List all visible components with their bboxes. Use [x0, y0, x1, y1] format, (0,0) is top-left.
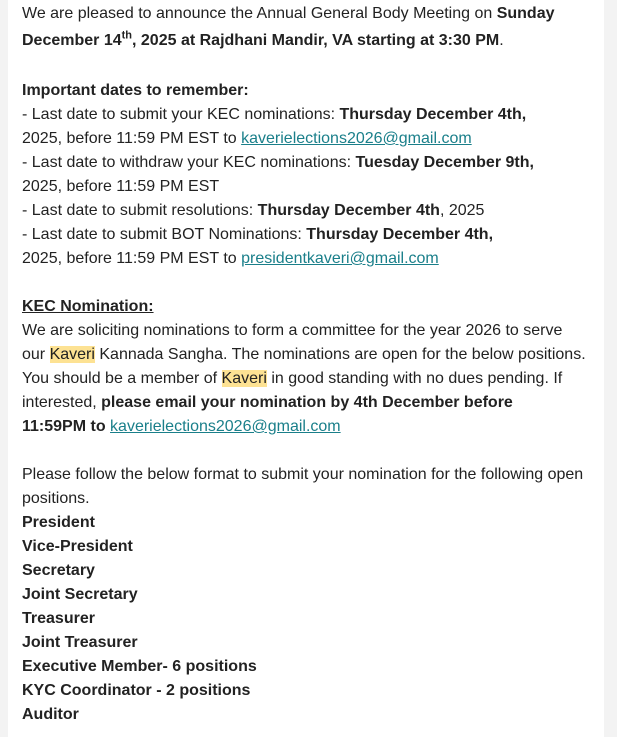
position-item: Treasurer — [22, 610, 95, 627]
nomination-para-3: You should be a member of Kaveri in good standing with no dues pending. If — [22, 370, 563, 387]
position-item: President — [22, 514, 95, 531]
president-email-link[interactable]: presidentkaveri@gmail.com — [241, 250, 439, 267]
kec-nomination-heading: KEC Nomination: — [22, 298, 154, 315]
nomination-para-1: We are soliciting nominations to form a committee for the year 2026 to serve — [22, 322, 563, 339]
intro-line-2: December 14th, 2025 at Rajdhani Mandir, VA starting at 3:30 PM. — [22, 29, 504, 49]
position-item: Auditor — [22, 706, 79, 723]
position-item: Joint Secretary — [22, 586, 138, 603]
spacer — [22, 55, 597, 79]
kec-submit-line: - Last date to submit your KEC nominations: Thursday December 4th, — [22, 106, 527, 123]
kec-submit-line-2: 2025, before 11:59 PM EST to kaverielections2026@gmail.com — [22, 130, 472, 147]
positions-list — [22, 511, 597, 727]
intro-date-day: Sunday — [496, 5, 555, 22]
spacer — [22, 439, 597, 463]
bot-line-2: 2025, before 11:59 PM EST to presidentkaveri@gmail.com — [22, 250, 439, 267]
position-item: KYC Coordinator - 2 positions — [22, 682, 251, 699]
kec-withdraw-line-2: 2025, before 11:59 PM EST — [22, 178, 220, 195]
nomination-para-5: 11:59PM to kaverielections2026@gmail.com — [22, 418, 341, 435]
email-content — [22, 2, 597, 727]
kec-email-link[interactable]: kaverielections2026@gmail.com — [241, 130, 472, 147]
intro-line-1: We are pleased to announce the Annual General Body Meeting on Sunday — [22, 5, 555, 22]
nomination-para-4: interested, please email your nomination by 4th December before — [22, 394, 513, 411]
format-line-2: positions. — [22, 490, 90, 507]
important-dates-heading: Important dates to remember: — [22, 82, 249, 99]
nomination-email-link[interactable]: kaverielections2026@gmail.com — [110, 418, 341, 435]
search-highlight: Kaveri — [49, 346, 95, 363]
nomination-para-2: our Kaveri Kannada Sangha. The nominations are open for the below positions. — [22, 346, 586, 363]
position-item: Vice-President — [22, 538, 133, 555]
bot-line: - Last date to submit BOT Nominations: Thursday December 4th, — [22, 226, 494, 243]
kec-withdraw-line: - Last date to withdraw your KEC nominations: Tuesday December 9th, — [22, 154, 534, 171]
position-item: Executive Member- 6 positions — [22, 658, 257, 675]
position-item: Joint Treasurer — [22, 634, 138, 651]
email-body — [8, 0, 604, 737]
spacer — [22, 271, 597, 295]
position-item: Secretary — [22, 562, 95, 579]
format-line-1: Please follow the below format to submit your nomination for the following open — [22, 466, 584, 483]
resolutions-line: - Last date to submit resolutions: Thursday December 4th, 2025 — [22, 202, 485, 219]
search-highlight: Kaveri — [221, 370, 267, 387]
intro-date-venue: December 14th, 2025 at Rajdhani Mandir, VA starting at 3:30 PM — [22, 29, 500, 49]
